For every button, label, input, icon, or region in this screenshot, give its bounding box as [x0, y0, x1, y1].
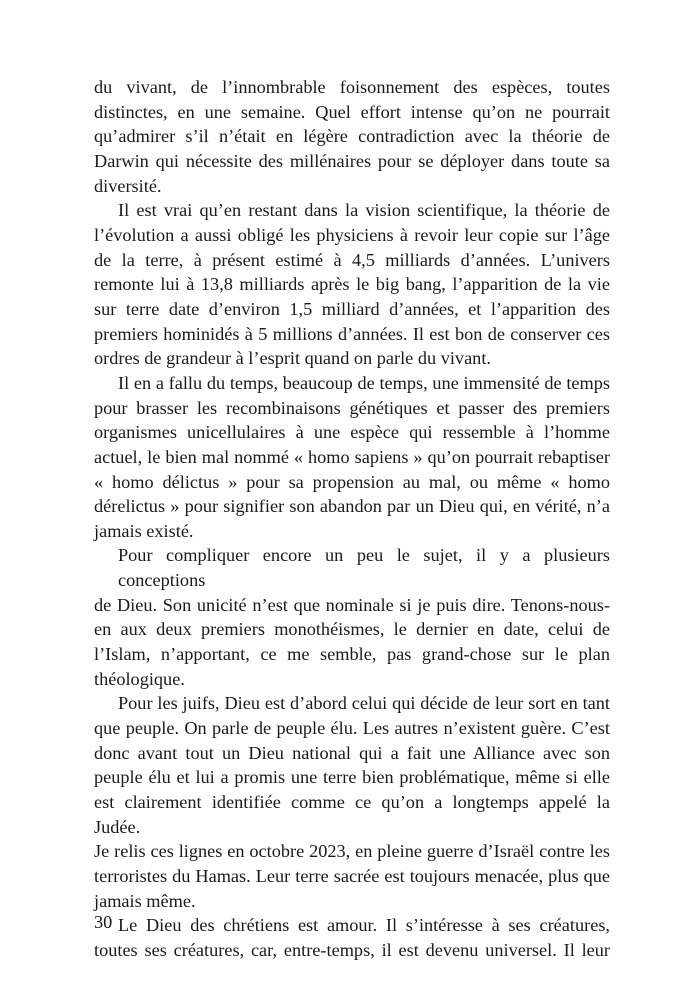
text-line: actuel, le bien mal nommé « homo sapiens » qu’on pourrait rebaptiser	[94, 446, 610, 467]
paragraph	[94, 913, 610, 962]
text-line: dérelictus » pour signifier son abandon par un Dieu qui, en vérité, n’a	[94, 496, 610, 517]
text-line: Il est vrai qu’en restant dans la vision scientifique, la théorie de	[118, 200, 610, 221]
text-line: premiers hominidés à 5 millions d’années. Il est bon de conserver ces	[94, 323, 610, 344]
paragraph	[94, 198, 610, 371]
text-line: donc avant tout un Dieu national qui a fait une Alliance avec son	[94, 742, 610, 763]
text-line: qu’admirer s’il n’était en légère contradiction avec la théorie de	[94, 126, 610, 147]
text-line: pour brasser les recombinaisons génétiques et passer des premiers	[94, 397, 610, 418]
paragraph	[94, 371, 610, 544]
text-line: Je relis ces lignes en octobre 2023, en pleine guerre d’Israël contre les	[94, 841, 610, 862]
page-body-text	[94, 75, 610, 963]
text-line: organismes unicellulaires à une espèce qui ressemble à l’homme	[94, 422, 610, 443]
text-line: jamais même.	[94, 890, 196, 911]
text-line: du vivant, de l’innombrable foisonnement des espèces, toutes	[94, 77, 610, 97]
text-line: que peuple. On parle de peuple élu. Les autres n’existent guère. C’est	[94, 718, 610, 739]
text-line: Pour compliquer encore un peu le sujet, il y a plusieurs conceptions	[118, 545, 610, 591]
text-line: sur terre date d’environ 1,5 milliard d’années, et l’apparition des	[94, 298, 610, 319]
paragraph	[94, 691, 610, 913]
text-line: ordres de grandeur à l’esprit quand on parle du vivant.	[94, 348, 491, 369]
paragraph	[94, 75, 610, 198]
text-line: remonte lui à 13,8 milliards après le big bang, l’apparition de la vie	[94, 274, 610, 295]
text-line: distinctes, en une semaine. Quel effort intense qu’on ne pourrait	[94, 101, 610, 122]
text-line: l’évolution a aussi obligé les physiciens à revoir leur copie sur l’âge	[94, 224, 610, 245]
text-line: l’Islam, n’apportant, ce me semble, pas grand-chose sur le plan	[94, 644, 610, 665]
text-line: Le Dieu des chrétiens est amour. Il s’intéresse à ses créatures,	[118, 915, 610, 936]
text-line: de la terre, à présent estimé à 4,5 milliards d’années. L’univers	[94, 249, 610, 270]
text-line: toutes ses créatures, car, entre-temps, il est devenu universel. Il leur	[94, 939, 610, 960]
page-number: 30	[94, 912, 113, 932]
text-line: est clairement identifiée comme ce qu’on a longtemps appelé la Judée.	[94, 792, 610, 837]
text-line: Pour les juifs, Dieu est d’abord celui qui décide de leur sort en tant	[118, 693, 610, 714]
text-line: jamais existé.	[94, 520, 194, 541]
text-line: de Dieu. Son unicité n’est que nominale si je puis dire. Tenons-nous-	[94, 594, 610, 615]
text-line: « homo délictus » pour sa propension au mal, ou même « homo	[94, 471, 610, 492]
text-line: en aux deux premiers monothéismes, le dernier en date, celui de	[94, 619, 610, 640]
text-line: terroristes du Hamas. Leur terre sacrée est toujours menacée, plus que	[94, 866, 610, 886]
paragraph	[94, 543, 610, 691]
text-line: Darwin qui nécessite des millénaires pour se déployer dans toute sa	[94, 150, 610, 171]
text-line: diversité.	[94, 175, 162, 196]
text-line: théologique.	[94, 668, 185, 689]
text-line: Il en a fallu du temps, beaucoup de temps, une immensité de temps	[118, 372, 610, 393]
text-line: peuple élu et lui a promis une terre bien problématique, même si elle	[94, 767, 610, 788]
